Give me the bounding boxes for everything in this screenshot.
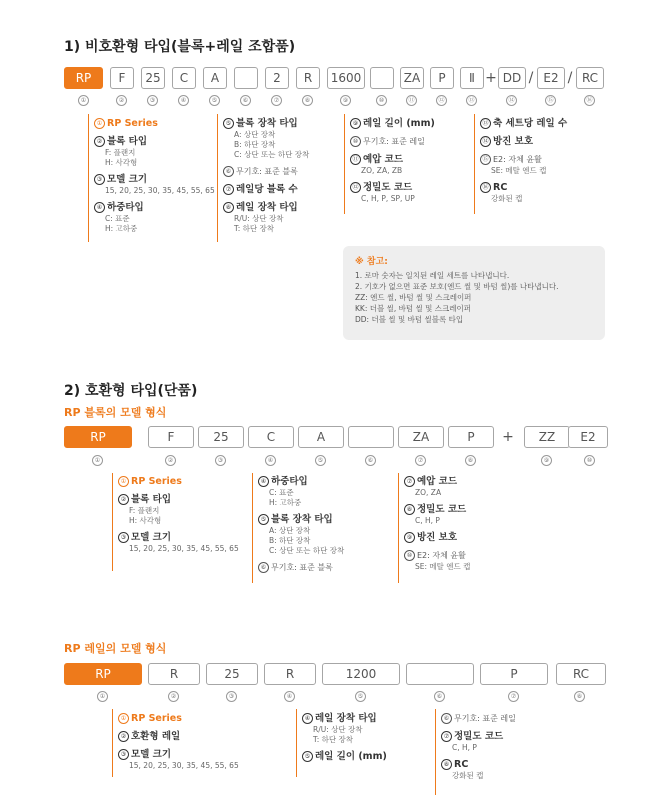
s3-num-2: ② xyxy=(168,691,179,702)
spec-item xyxy=(302,750,387,763)
spec-item-label: 하중타입 xyxy=(271,476,308,487)
spec-item xyxy=(302,712,387,745)
spec-item-title xyxy=(480,117,567,130)
spec-item-label: RP Series xyxy=(107,118,158,129)
spec-item xyxy=(258,513,344,556)
spec-item xyxy=(350,153,435,176)
s1-code-ii: Ⅱ xyxy=(460,67,484,89)
spec-item-label: 축 세트당 레일 수 xyxy=(493,118,568,129)
spec-item-number: ⑦ xyxy=(441,731,452,742)
s1-divider-4 xyxy=(474,114,475,214)
s1-code-a: A xyxy=(203,67,227,89)
spec-item-number: ② xyxy=(118,731,129,742)
s1-col1 xyxy=(94,117,215,239)
section1-title: 1) 비호환형 타입(블록+레일 조합품) xyxy=(64,39,296,55)
spec-item-number: ③ xyxy=(94,174,105,185)
spec-item-number: ⑧ xyxy=(441,759,452,770)
spec-item-option: R/U: 상단 장착 xyxy=(313,725,363,734)
spec-item-label: 호환형 레일 xyxy=(131,731,181,742)
spec-item-option: T: 하단 장착 xyxy=(313,735,354,744)
s1-code-e2: E2 xyxy=(537,67,565,89)
spec-item-title xyxy=(441,712,516,725)
spec-item xyxy=(118,712,239,725)
spec-item-number: ⑮ xyxy=(480,154,491,165)
spec-item-title xyxy=(118,748,239,761)
spec-item-title xyxy=(258,513,344,526)
s1-num-10: ⑩ xyxy=(376,95,387,106)
s2-plus: + xyxy=(502,429,514,445)
spec-item xyxy=(223,201,309,234)
spec-item-option: ZO, ZA, ZB xyxy=(361,166,403,175)
note-line-5: DD: 더블 씰 및 바텀 씰블록 타입 xyxy=(355,315,464,324)
spec-item xyxy=(223,117,309,160)
s1-num-3: ③ xyxy=(147,95,158,106)
spec-item-option: C, H, P xyxy=(415,516,440,525)
s1-divider-1 xyxy=(88,114,89,242)
s3-num-3: ③ xyxy=(226,691,237,702)
spec-item-option: B: 하단 장착 xyxy=(234,140,276,149)
spec-item xyxy=(223,183,309,196)
spec-item xyxy=(223,165,309,178)
spec-item xyxy=(441,730,516,753)
spec-item-label: 레일 길이 (mm) xyxy=(315,751,387,762)
s1-plus: + xyxy=(485,70,497,86)
section2-title: 2) 호환형 타입(단품) xyxy=(64,383,198,399)
s1-code-2: 2 xyxy=(265,67,289,89)
s1-col3 xyxy=(350,117,435,209)
spec-item-option: C: 표준 xyxy=(269,488,294,497)
spec-item-title xyxy=(350,117,435,130)
spec-item-number: ⑯ xyxy=(480,182,491,193)
s1-num-12: ⑫ xyxy=(436,95,447,106)
spec-item xyxy=(258,561,344,574)
spec-item-label: 정밀도 코드 xyxy=(363,182,413,193)
spec-item-title xyxy=(118,531,239,544)
spec-item-option: R/U: 상단 장착 xyxy=(234,214,284,223)
spec-item-number: ③ xyxy=(118,532,129,543)
spec-item-number: ③ xyxy=(118,749,129,760)
spec-item xyxy=(480,153,567,176)
spec-item-option: C, H, P xyxy=(452,743,477,752)
spec-item-option: B: 하단 장착 xyxy=(269,536,311,545)
spec-item-number: ④ xyxy=(302,713,313,724)
s3-code-r1: R xyxy=(148,663,200,685)
s1-code-blank2 xyxy=(370,67,394,89)
spec-item-number: ⑧ xyxy=(404,504,415,515)
s1-code-rc: RC xyxy=(576,67,604,89)
s2-code-blank xyxy=(348,426,394,448)
s2-col1 xyxy=(118,475,239,559)
s1-code-1600: 1600 xyxy=(327,67,365,89)
s1-code-blank1 xyxy=(234,67,258,89)
spec-item-title xyxy=(480,181,567,194)
s2-code-p: P xyxy=(448,426,494,448)
spec-item-option: 15, 20, 25, 30, 35, 45, 55, 65 xyxy=(129,544,239,553)
spec-item-title xyxy=(302,712,387,725)
spec-item-number: ⑥ xyxy=(258,562,269,573)
spec-item-number: ② xyxy=(94,136,105,147)
spec-item xyxy=(480,181,567,204)
spec-item xyxy=(118,493,239,526)
spec-item-label: 블록 장착 타입 xyxy=(236,118,298,129)
spec-item-number: ⑦ xyxy=(223,184,234,195)
s2-number-row xyxy=(64,455,604,465)
spec-item-label: RC xyxy=(454,759,469,770)
s3-col3 xyxy=(441,712,516,786)
spec-item-label: 모델 크기 xyxy=(131,532,172,543)
spec-item-option: C: 표준 xyxy=(105,214,130,223)
note-line-3: ZZ: 엔드 씰, 바텀 씰 및 스크레이퍼 xyxy=(355,293,472,302)
s1-code-bar xyxy=(64,67,604,89)
spec-item-label: E2: 자체 윤활 xyxy=(493,155,542,164)
spec-item xyxy=(350,181,435,204)
spec-item-title xyxy=(480,135,567,148)
spec-item xyxy=(404,503,470,526)
s2-num-1: ① xyxy=(92,455,103,466)
s1-num-6: ⑥ xyxy=(240,95,251,106)
spec-item xyxy=(94,201,215,234)
spec-item-number: ⑩ xyxy=(350,136,361,147)
spec-item-number: ⑪ xyxy=(350,154,361,165)
s2-num-2: ② xyxy=(165,455,176,466)
spec-item-title xyxy=(350,153,435,166)
s3-num-4: ④ xyxy=(284,691,295,702)
s1-num-9: ⑨ xyxy=(340,95,351,106)
spec-item-number: ⑤ xyxy=(302,751,313,762)
s3-code-rc: RC xyxy=(556,663,606,685)
s3-num-5: ⑤ xyxy=(355,691,366,702)
spec-item-label: 레일 길이 (mm) xyxy=(363,118,435,129)
s3-code-1200: 1200 xyxy=(322,663,400,685)
spec-item-label: 레일당 블록 수 xyxy=(236,184,298,195)
s1-num-5: ⑤ xyxy=(209,95,220,106)
s1-slash2: / xyxy=(567,70,573,86)
s1-code-p: P xyxy=(430,67,454,89)
spec-item xyxy=(350,135,435,148)
s2-code-c: C xyxy=(248,426,294,448)
s2-divider-1 xyxy=(112,473,113,571)
spec-item-option: SE: 메탈 엔드 캡 xyxy=(415,562,471,571)
s1-code-25: 25 xyxy=(141,67,165,89)
s3-col1 xyxy=(118,712,239,776)
spec-item-number: ⑤ xyxy=(223,118,234,129)
s2-code-a: A xyxy=(298,426,344,448)
section3-subtitle: RP 레일의 모델 형식 xyxy=(64,642,167,655)
spec-item-number: ⑨ xyxy=(350,118,361,129)
spec-item-label: 방진 보호 xyxy=(417,532,458,543)
spec-item-title xyxy=(404,475,470,488)
spec-item-number: ⑥ xyxy=(441,713,452,724)
spec-item-option: F: 플랜지 xyxy=(105,148,136,157)
spec-item-number: ⑫ xyxy=(350,182,361,193)
s1-col2 xyxy=(223,117,309,239)
spec-item-number: ⑭ xyxy=(480,136,491,147)
note-box xyxy=(343,246,605,340)
spec-item xyxy=(118,475,239,488)
spec-item-option: C, H, P, SP, UP xyxy=(361,194,415,203)
s1-code-rp: RP xyxy=(64,67,103,89)
s2-num-4: ④ xyxy=(265,455,276,466)
s2-num-10: ⑩ xyxy=(584,455,595,466)
spec-item-label: 하중타입 xyxy=(107,202,144,213)
spec-item-label: 블록 타입 xyxy=(107,136,148,147)
spec-item-label: 레일 장착 타입 xyxy=(315,713,377,724)
spec-item-option: ZO, ZA xyxy=(415,488,442,497)
s1-divider-2 xyxy=(217,114,218,242)
spec-item-title xyxy=(118,712,239,725)
spec-item-number: ⑬ xyxy=(480,118,491,129)
spec-item-title xyxy=(302,750,387,763)
s3-divider-1 xyxy=(112,709,113,777)
spec-item-title xyxy=(441,730,516,743)
spec-item xyxy=(118,748,239,771)
s1-divider-3 xyxy=(344,114,345,214)
spec-item xyxy=(441,758,516,781)
s2-col3 xyxy=(404,475,470,577)
s1-num-4: ④ xyxy=(178,95,189,106)
spec-item-option: H: 고하중 xyxy=(269,498,302,507)
spec-item-option: 15, 20, 25, 30, 35, 45, 55, 65 xyxy=(105,186,215,195)
spec-item-option: T: 하단 장착 xyxy=(234,224,275,233)
s3-divider-3 xyxy=(435,709,436,795)
spec-item xyxy=(258,475,344,508)
s1-code-r: R xyxy=(296,67,320,89)
spec-item-label: 블록 장착 타입 xyxy=(271,514,333,525)
spec-item-label: RC xyxy=(493,182,508,193)
s2-col2 xyxy=(258,475,344,579)
s3-number-row xyxy=(64,691,604,701)
spec-item xyxy=(441,712,516,725)
spec-item-title xyxy=(94,117,215,130)
s3-code-rp: RP xyxy=(64,663,142,685)
spec-item-option: A: 상단 장착 xyxy=(269,526,311,535)
spec-item-number: ① xyxy=(118,476,129,487)
spec-item-title xyxy=(350,181,435,194)
spec-item xyxy=(480,135,567,148)
spec-item-number: ⑤ xyxy=(258,514,269,525)
spec-item xyxy=(404,549,470,572)
spec-item-label: 예압 코드 xyxy=(417,476,458,487)
s1-number-row xyxy=(64,95,604,105)
spec-item-option: A: 상단 장착 xyxy=(234,130,276,139)
spec-item xyxy=(350,117,435,130)
spec-item-title xyxy=(404,503,470,516)
section2-subtitle: RP 블록의 모델 형식 xyxy=(64,406,167,419)
spec-item-title xyxy=(350,135,435,148)
spec-item-title xyxy=(480,153,567,166)
spec-item-option: 15, 20, 25, 30, 35, 45, 55, 65 xyxy=(129,761,239,770)
s2-num-8: ⑧ xyxy=(465,455,476,466)
spec-item-label: 정밀도 코드 xyxy=(454,731,504,742)
spec-item-number: ⑥ xyxy=(223,166,234,177)
spec-item-title xyxy=(404,549,470,562)
spec-item-label: RP Series xyxy=(131,476,182,487)
s2-code-f: F xyxy=(148,426,194,448)
s3-col2 xyxy=(302,712,387,768)
s1-num-11: ⑪ xyxy=(406,95,417,106)
spec-item-label: 무기호: 표준 블록 xyxy=(271,563,333,572)
s3-num-6: ⑥ xyxy=(434,691,445,702)
spec-item-label: E2: 자체 윤활 xyxy=(417,551,466,560)
s1-code-dd: DD xyxy=(498,67,526,89)
s3-code-blank xyxy=(406,663,474,685)
spec-item-option: H: 고하중 xyxy=(105,224,138,233)
s2-num-5: ⑤ xyxy=(315,455,326,466)
spec-item-number: ⑩ xyxy=(404,550,415,561)
note-title: ※ 참고: xyxy=(355,257,388,267)
spec-item-title xyxy=(94,201,215,214)
spec-item-number: ⑧ xyxy=(223,202,234,213)
spec-item-label: 방진 보호 xyxy=(493,136,534,147)
s1-num-14: ⑭ xyxy=(506,95,517,106)
note-lines xyxy=(355,270,558,325)
s2-code-e2: E2 xyxy=(568,426,608,448)
s3-code-25: 25 xyxy=(206,663,258,685)
spec-item-title xyxy=(404,531,470,544)
spec-item-title xyxy=(118,493,239,506)
note-line-2: 2. 기호가 없으면 표준 보호(엔드 씰 및 바텀 씰)를 나타냅니다. xyxy=(355,282,559,291)
spec-item-label: 정밀도 코드 xyxy=(417,504,467,515)
s2-num-9: ⑨ xyxy=(541,455,552,466)
s3-num-7: ⑦ xyxy=(508,691,519,702)
spec-item-title xyxy=(223,117,309,130)
spec-item-title xyxy=(223,165,309,178)
spec-item-option: SE: 메탈 엔드 캡 xyxy=(491,166,547,175)
s3-divider-2 xyxy=(296,709,297,777)
spec-item-number: ① xyxy=(118,713,129,724)
spec-item-number: ⑦ xyxy=(404,476,415,487)
note-line-4: KK: 더블 씰, 바텀 씰 및 스크레이퍼 xyxy=(355,304,471,313)
s1-num-15: ⑮ xyxy=(545,95,556,106)
s2-code-bar xyxy=(64,426,604,448)
s3-code-r2: R xyxy=(264,663,316,685)
spec-item-option: C: 상단 또는 하단 장착 xyxy=(234,150,310,159)
spec-item-option: C: 상단 또는 하단 장착 xyxy=(269,546,345,555)
s1-code-f: F xyxy=(110,67,134,89)
spec-item-option: H: 사각형 xyxy=(129,516,162,525)
spec-item-title xyxy=(258,475,344,488)
s1-num-8: ⑧ xyxy=(302,95,313,106)
spec-item xyxy=(94,135,215,168)
spec-item-title xyxy=(258,561,344,574)
spec-item-label: RP Series xyxy=(131,713,182,724)
s2-code-rp: RP xyxy=(64,426,132,448)
spec-item xyxy=(480,117,567,130)
spec-item xyxy=(118,531,239,554)
s2-num-7: ⑦ xyxy=(415,455,426,466)
s1-num-1: ① xyxy=(78,95,89,106)
s3-code-p: P xyxy=(480,663,548,685)
s3-num-1: ① xyxy=(97,691,108,702)
s1-num-7: ⑦ xyxy=(271,95,282,106)
spec-item-option: F: 플랜지 xyxy=(129,506,160,515)
spec-item-title xyxy=(118,475,239,488)
spec-item-label: 블록 타입 xyxy=(131,494,172,505)
spec-item xyxy=(94,173,215,196)
spec-item-option: H: 사각형 xyxy=(105,158,138,167)
spec-item-label: 예압 코드 xyxy=(363,154,404,165)
spec-item-title xyxy=(94,173,215,186)
spec-item-title xyxy=(94,135,215,148)
spec-item xyxy=(118,730,239,743)
spec-item-label: 무기호: 표준 레일 xyxy=(454,714,516,723)
s1-code-za: ZA xyxy=(400,67,424,89)
s2-num-3: ③ xyxy=(215,455,226,466)
s1-slash1: / xyxy=(528,70,534,86)
s1-num-13: ⑬ xyxy=(466,95,477,106)
spec-item-number: ⑨ xyxy=(404,532,415,543)
spec-item-label: 모델 크기 xyxy=(131,749,172,760)
spec-item-number: ① xyxy=(94,118,105,129)
spec-item-option: 강화된 캡 xyxy=(452,771,484,780)
spec-item xyxy=(94,117,215,130)
spec-item-label: 모델 크기 xyxy=(107,174,148,185)
s1-col4 xyxy=(480,117,567,209)
spec-item xyxy=(404,531,470,544)
s2-num-6: ⑥ xyxy=(365,455,376,466)
s3-code-bar xyxy=(64,663,604,685)
spec-item-title xyxy=(441,758,516,771)
spec-item-number: ④ xyxy=(258,476,269,487)
s2-divider-3 xyxy=(398,473,399,583)
s2-divider-2 xyxy=(252,473,253,583)
spec-item-number: ④ xyxy=(94,202,105,213)
note-line-1: 1. 로마 숫자는 일치된 레일 세트를 나타냅니다. xyxy=(355,271,510,280)
s2-code-25: 25 xyxy=(198,426,244,448)
spec-item-label: 무기호: 표준 블록 xyxy=(236,167,298,176)
s2-code-za: ZA xyxy=(398,426,444,448)
s2-code-zz: ZZ xyxy=(524,426,570,448)
s1-code-c: C xyxy=(172,67,196,89)
spec-item xyxy=(404,475,470,498)
s1-num-2: ② xyxy=(116,95,127,106)
s1-num-16: ⑯ xyxy=(584,95,595,106)
spec-item-label: 무기호: 표준 레일 xyxy=(363,137,425,146)
spec-item-number: ② xyxy=(118,494,129,505)
spec-item-title xyxy=(223,183,309,196)
spec-item-title xyxy=(118,730,239,743)
spec-item-option: 강화된 캡 xyxy=(491,194,523,203)
spec-item-label: 레일 장착 타입 xyxy=(236,202,298,213)
s3-num-8: ⑧ xyxy=(574,691,585,702)
spec-item-title xyxy=(223,201,309,214)
